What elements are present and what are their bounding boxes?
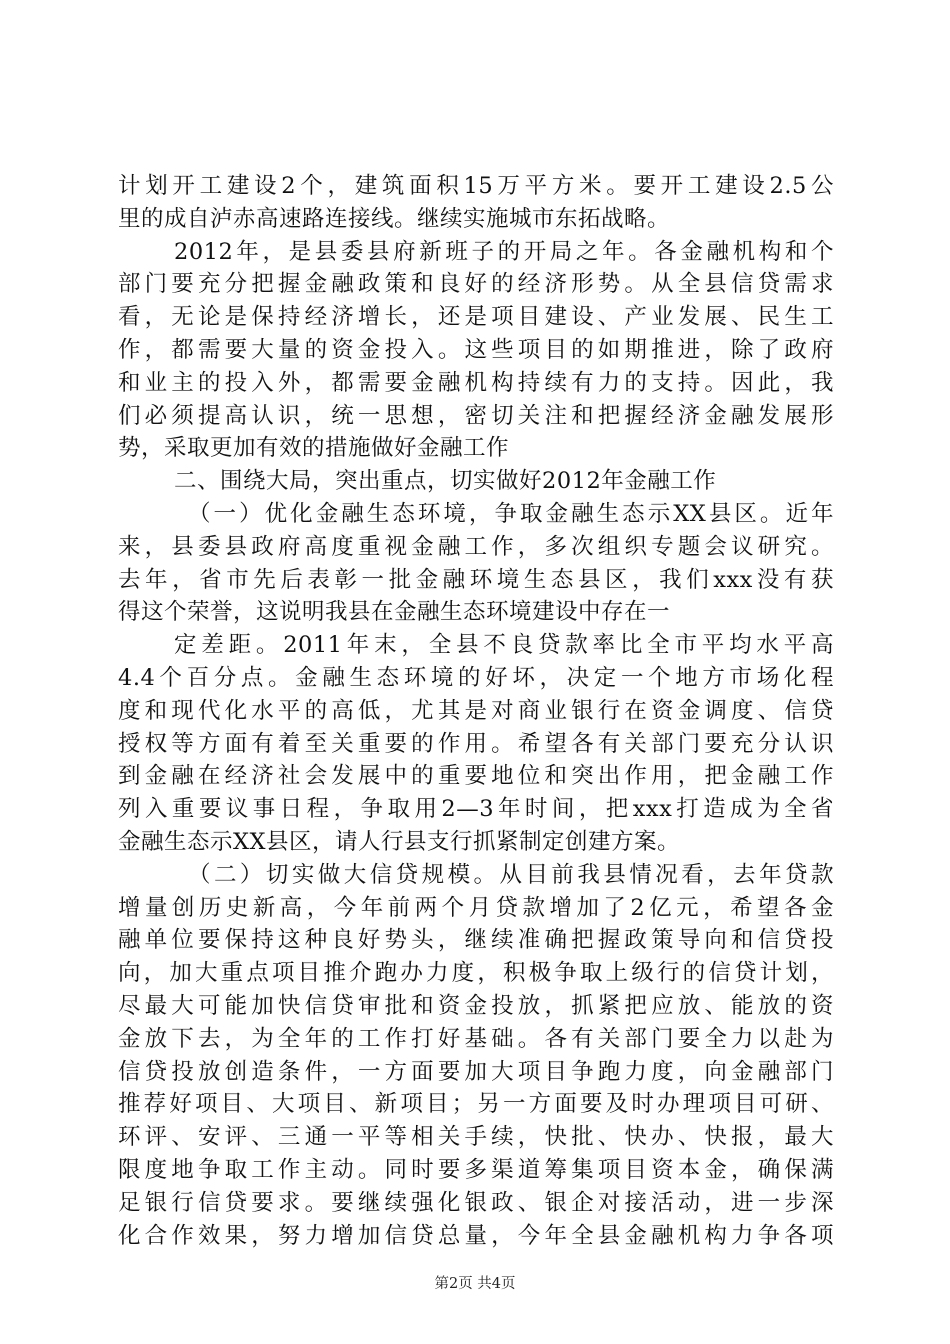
text-line: 列入重要议事日程，争取用2—3年时间，把xxx打造成为全省 <box>118 796 834 823</box>
text-line: 向，加大重点项目推介跑办力度，积极争取上级行的信贷计划， <box>118 960 834 987</box>
text-line: 足银行信贷要求。要继续强化银政、银企对接活动，进一步深 <box>118 1189 834 1216</box>
section-heading: 二、围绕大局，突出重点，切实做好2012年金融工作 <box>174 468 717 495</box>
text-line: 金放下去，为全年的工作打好基础。各有关部门要全力以赴为 <box>118 1025 834 1052</box>
paragraph-start-line: 2012年，是县委县府新班子的开局之年。各金融机构和个 <box>174 238 834 265</box>
text-line: 融单位要保持这种良好势头，继续准确把握政策导向和信贷投 <box>118 927 834 954</box>
text-line: 势，采取更加有效的措施做好金融工作 <box>118 435 510 462</box>
text-line: 化合作效果，努力增加信贷总量，今年全县金融机构力争各项 <box>118 1222 834 1249</box>
text-line: 度和现代化水平的高低，尤其是对商业银行在资金调度、信贷 <box>118 697 834 724</box>
subsection-heading-line: （二）切实做大信贷规模。从目前我县情况看，去年贷款 <box>188 861 834 888</box>
text-line: 里的成自泸赤高速路连接线。继续实施城市东拓战略。 <box>118 205 671 232</box>
text-line: 授权等方面有着至关重要的作用。希望各有关部门要充分认识 <box>118 730 834 757</box>
subsection-heading-line: （一）优化金融生态环境，争取金融生态示XX县区。近年 <box>188 500 834 527</box>
text-line: 尽最大可能加快信贷审批和资金投放，抓紧把应放、能放的资 <box>118 992 834 1019</box>
text-line: 来，县委县政府高度重视金融工作，多次组织专题会议研究。 <box>118 533 834 560</box>
text-line: 定差距。2011年末，全县不良贷款率比全市平均水平高 <box>174 632 834 659</box>
document-body <box>118 170 834 1252</box>
text-line: 增量创历史新高，今年前两个月贷款增加了2亿元，希望各金 <box>118 894 834 921</box>
text-line: 得这个荣誉，这说明我县在金融生态环境建设中存在一 <box>118 599 671 626</box>
text-line: 金融生态示XX县区，请人行县支行抓紧制定创建方案。 <box>118 828 681 855</box>
text-line: 和业主的投入外，都需要金融机构持续有力的支持。因此，我 <box>118 369 834 396</box>
page-number-label: 第2页 共4页 <box>434 1276 516 1292</box>
text-line: 4.4个百分点。金融生态环境的好坏，决定一个地方市场化程 <box>118 664 834 691</box>
text-line: 去年，省市先后表彰一批金融环境生态县区，我们xxx没有获 <box>118 566 834 593</box>
page-footer <box>0 1274 950 1294</box>
text-line: 信贷投放创造条件，一方面要加大项目争跑力度，向金融部门 <box>118 1058 834 1085</box>
text-line: 限度地争取工作主动。同时要多渠道筹集项目资本金，确保满 <box>118 1156 834 1183</box>
text-line: 到金融在经济社会发展中的重要地位和突出作用，把金融工作 <box>118 763 834 790</box>
text-line: 部门要充分把握金融政策和良好的经济形势。从全县信贷需求 <box>118 271 834 298</box>
text-line: 看，无论是保持经济增长，还是项目建设、产业发展、民生工 <box>118 304 834 331</box>
text-line: 环评、安评、三通一平等相关手续，快批、快办、快报，最大 <box>118 1124 834 1151</box>
text-line: 作，都需要大量的资金投入。这些项目的如期推进，除了政府 <box>118 336 834 363</box>
text-line: 们必须提高认识，统一思想，密切关注和把握经济金融发展形 <box>118 402 834 429</box>
text-line: 推荐好项目、大项目、新项目；另一方面要及时办理项目可研、 <box>118 1091 834 1118</box>
text-line: 计划开工建设2个，建筑面积15万平方米。要开工建设2.5公 <box>118 173 834 199</box>
